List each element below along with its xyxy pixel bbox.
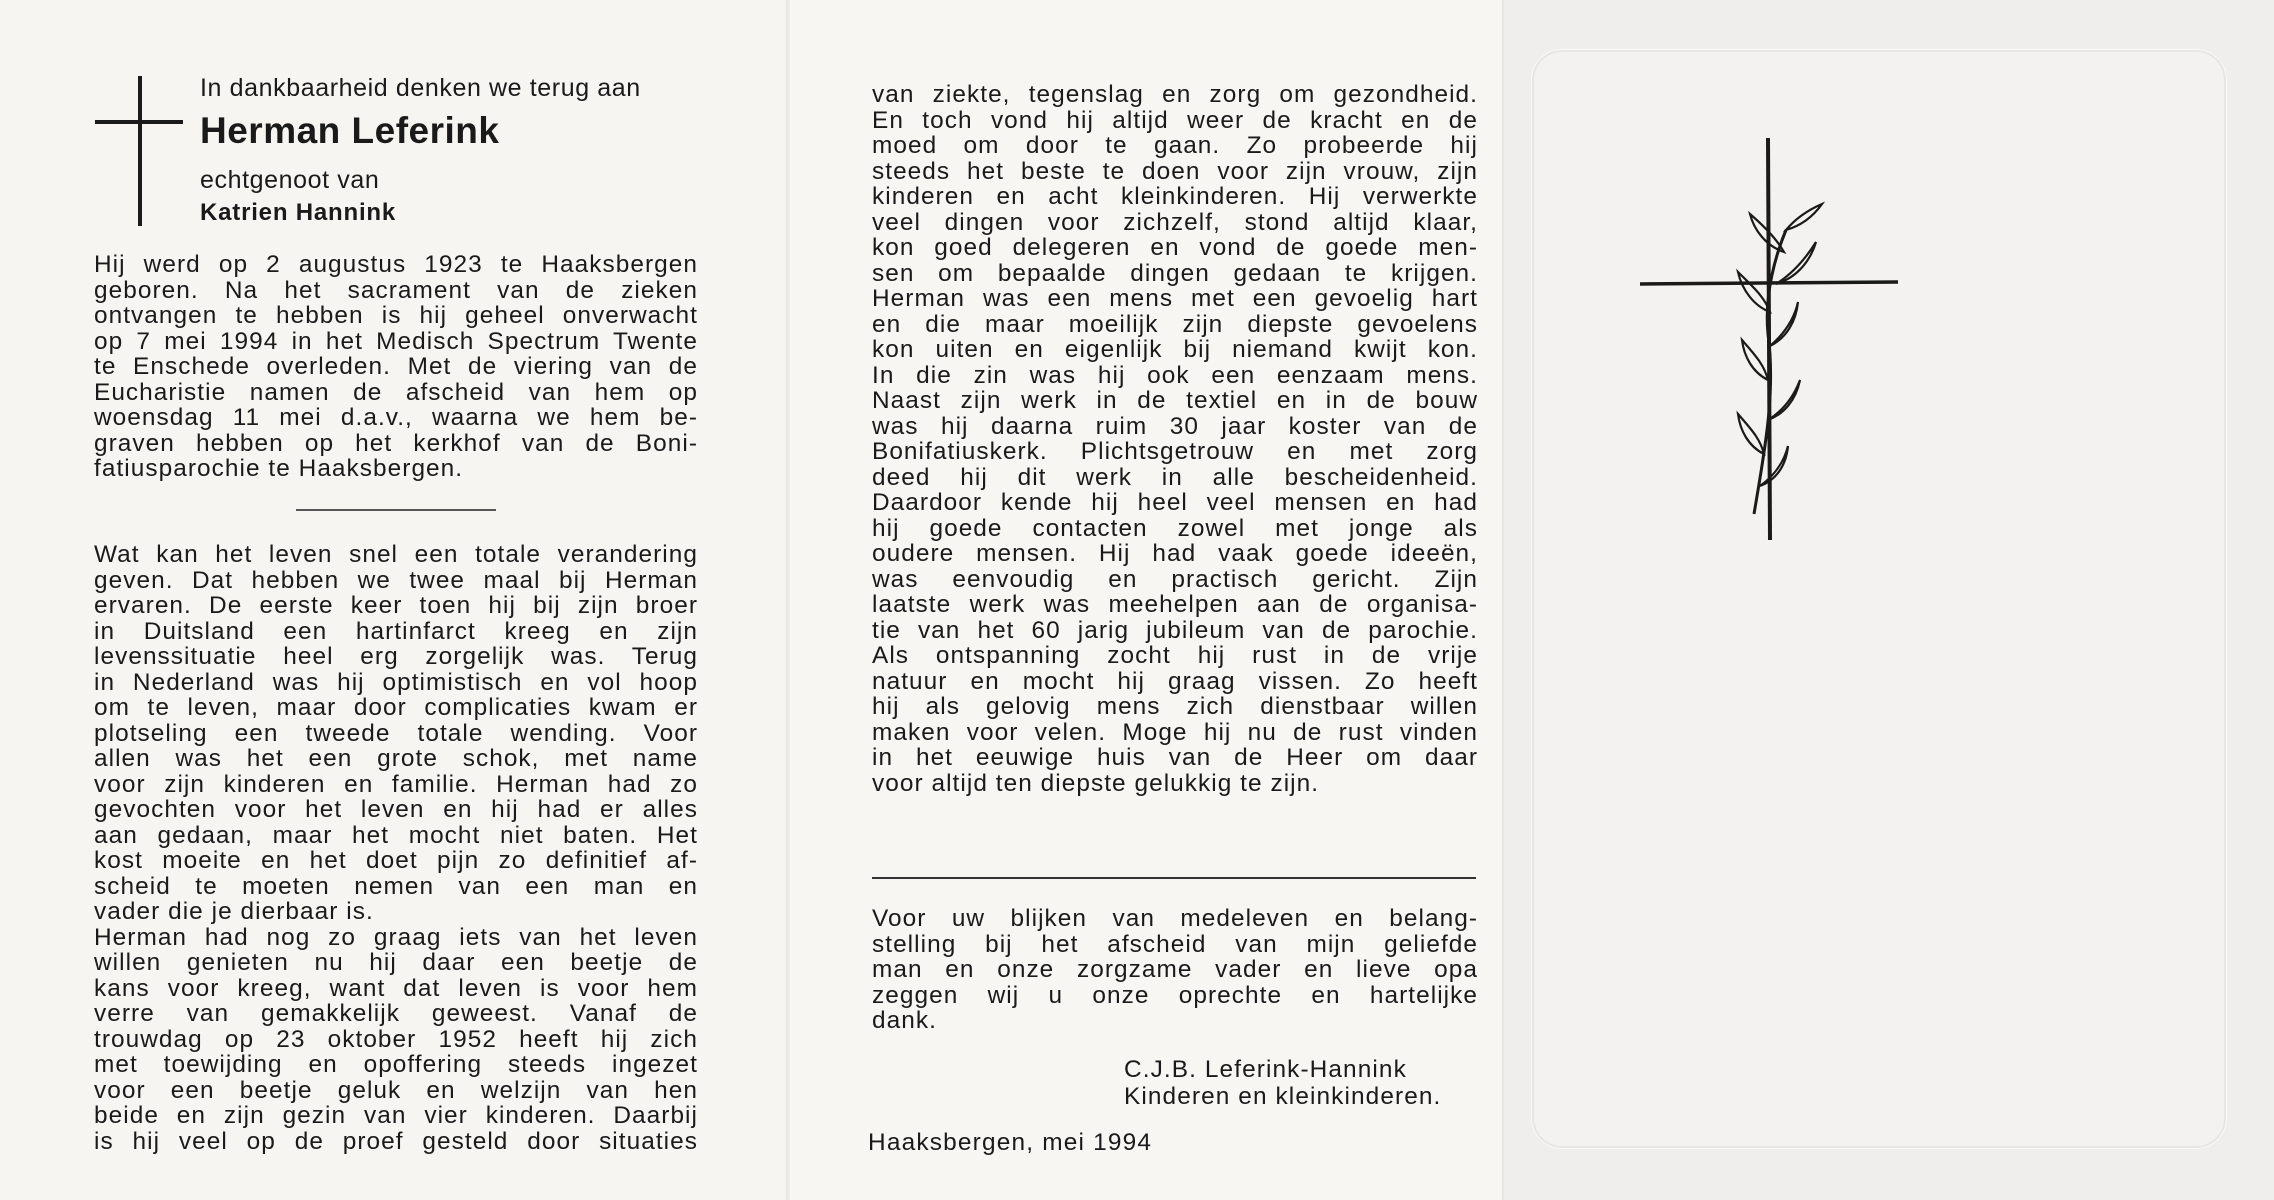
- text-line: kinderen en acht kleinkinderen. Hij verwerkte: [872, 183, 1478, 210]
- text-line: om te leven, maar door complicaties kwam er: [94, 694, 698, 721]
- text-line: voor een beetje geluk en welzijn van hen: [94, 1076, 698, 1104]
- small-cross-icon: [138, 76, 142, 226]
- text-line: Eucharistie namen de afscheid van hem op: [94, 378, 698, 406]
- text-line: moed om door te gaan. Zo probeerde hij: [872, 132, 1478, 159]
- text-line: voor altijd ten diepste gelukkig te zijn.: [872, 769, 1320, 797]
- acknowledgement-paragraph: [872, 906, 1478, 1034]
- text-line: Als ontspanning zocht hij rust in de vrije: [872, 642, 1478, 669]
- text-line: dank.: [872, 1007, 937, 1034]
- text-line: In die zin was hij ook een eenzaam mens.: [872, 361, 1478, 389]
- intro-text: In dankbaarheid denken we terug aan: [200, 74, 641, 102]
- text-line: kon uiten en eigenlijk bij niemand kwijt kon.: [872, 336, 1478, 363]
- fold-line: [786, 0, 790, 1200]
- text-line: beide en zijn gezin van vier kinderen. Daarbij: [94, 1102, 698, 1129]
- text-line: oudere mensen. Hij had vaak goede ideeën,: [872, 540, 1478, 567]
- text-line: op 7 mei 1994 in het Medisch Spectrum Twente: [94, 327, 698, 355]
- text-line: deed hij dit werk in alle bescheidenheid.: [872, 463, 1478, 491]
- spouse-name: Katrien Hannink: [200, 199, 397, 226]
- life-story-right: [872, 82, 1478, 796]
- text-line: plotseling een tweede totale wending. Voor: [94, 719, 698, 747]
- text-line: vader die je dierbaar is.: [94, 898, 374, 925]
- text-line: in het eeuwige huis van de Heer om daar: [872, 744, 1478, 771]
- life-story-left: [94, 542, 698, 1154]
- signature-family: Kinderen en kleinkinderen.: [1124, 1083, 1442, 1110]
- text-line: natuur en mocht hij graag vissen. Zo heeft: [872, 667, 1478, 695]
- text-line: hij als gelovig mens zich dienstbaar willen: [872, 693, 1478, 720]
- text-line: voor zijn kinderen en familie. Herman had zo: [94, 770, 698, 798]
- text-line: graven hebben op het kerkhof van de Boni-: [94, 429, 698, 457]
- text-line: Herman was een mens met een gevoelig hart: [872, 285, 1478, 312]
- text-line: kon goed delegeren en vond de goede men-: [872, 234, 1478, 261]
- text-line: gevochten voor het leven en hij had er alles: [94, 796, 698, 823]
- text-line: En toch vond hij altijd weer de kracht en de: [872, 106, 1478, 134]
- place-date: Haaksbergen, mei 1994: [868, 1129, 1153, 1156]
- text-line: geboren. Na het sacrament van de zieken: [94, 276, 698, 304]
- text-line: levenssituatie heel erg zorgelijk was. Terug: [94, 643, 698, 670]
- text-line: Herman had nog zo graag iets van het leven: [94, 923, 698, 951]
- text-line: scheid te moeten nemen van een man en: [94, 872, 698, 900]
- text-line: tie van het 60 jarig jubileum van de parochie.: [872, 616, 1478, 644]
- text-line: kans voor kreeg, want dat leven is voor hem: [94, 974, 698, 1002]
- text-line: steeds het beste te doen voor zijn vrouw, zijn: [872, 157, 1478, 185]
- text-line: veel dingen voor zichzelf, stond altijd klaar,: [872, 208, 1478, 236]
- text-line: met toewijding en opoffering steeds ingezet: [94, 1051, 698, 1078]
- text-line: maken voor velen. Moge hij nu de rust vinden: [872, 718, 1478, 746]
- text-line: en die maar moeilijk zijn diepste gevoelens: [872, 310, 1478, 338]
- text-line: kost moeite en het doet pijn zo definitief af-: [94, 847, 698, 874]
- text-line: was eenvoudig en practisch gericht. Zijn: [872, 565, 1478, 593]
- text-line: allen was het een grote schok, met name: [94, 745, 698, 772]
- text-line: willen genieten nu hij daar een beetje de: [94, 949, 698, 976]
- text-line: aan gedaan, maar het mocht niet baten. Het: [94, 821, 698, 849]
- text-line: Hij werd op 2 augustus 1923 te Haaksbergen: [94, 251, 698, 278]
- obituary-paragraph: [94, 252, 698, 482]
- small-cross-icon-bar: [95, 120, 183, 124]
- text-line: woensdag 11 mei d.a.v., waarna we hem be-: [94, 404, 698, 431]
- text-line: was hij daarna ruim 30 jaar koster van de: [872, 412, 1478, 440]
- text-line: fatiusparochie te Haaksbergen.: [94, 455, 464, 482]
- text-line: laatste werk was meehelpen aan de organisa-: [872, 591, 1478, 618]
- text-line: zeggen wij u onze oprechte en hartelijke: [872, 981, 1478, 1009]
- text-line: ontvangen te hebben is hij geheel onverwacht: [94, 302, 698, 329]
- text-line: van ziekte, tegenslag en zorg om gezondheid.: [872, 81, 1478, 108]
- signature-name: C.J.B. Leferink-Hannink: [1124, 1056, 1407, 1083]
- text-line: in Duitsland een hartinfarct kreeg en zijn: [94, 617, 698, 645]
- text-line: Daardoor kende hij heel veel mensen en had: [872, 489, 1478, 516]
- text-line: ervaren. De eerste keer toen hij bij zijn broer: [94, 592, 698, 619]
- text-line: in Nederland was hij optimistisch en vol hoop: [94, 668, 698, 696]
- text-line: verre van gemakkelijk geweest. Vanaf de: [94, 1000, 698, 1027]
- text-line: Bonifatiuskerk. Plichtsgetrouw en met zorg: [872, 438, 1478, 465]
- text-line: te Enschede overleden. Met de viering van de: [94, 353, 698, 380]
- text-line: Wat kan het leven snel een totale verandering: [94, 541, 698, 568]
- text-line: Naast zijn werk in de textiel en in de bouw: [872, 387, 1478, 414]
- relation-text: echtgenoot van: [200, 166, 380, 194]
- text-line: geven. Dat hebben we twee maal bij Herman: [94, 566, 698, 594]
- text-line: man en onze zorgzame vader en lieve opa: [872, 956, 1478, 983]
- deceased-name: Herman Leferink: [200, 110, 500, 151]
- text-line: hij goede contacten zowel met jonge als: [872, 514, 1478, 542]
- text-line: Voor uw blijken van medeleven en belang-: [872, 905, 1478, 932]
- cross-with-palm-branch-icon: [1636, 134, 1906, 544]
- divider: [296, 509, 496, 511]
- text-line: trouwdag op 23 oktober 1952 heeft hij zich: [94, 1025, 698, 1053]
- text-line: sen om bepaalde dingen gedaan te krijgen.: [872, 259, 1478, 287]
- text-line: is hij veel op de proef gesteld door situaties: [94, 1127, 698, 1155]
- divider: [872, 877, 1476, 879]
- text-line: stelling bij het afscheid van mijn geliefde: [872, 930, 1478, 958]
